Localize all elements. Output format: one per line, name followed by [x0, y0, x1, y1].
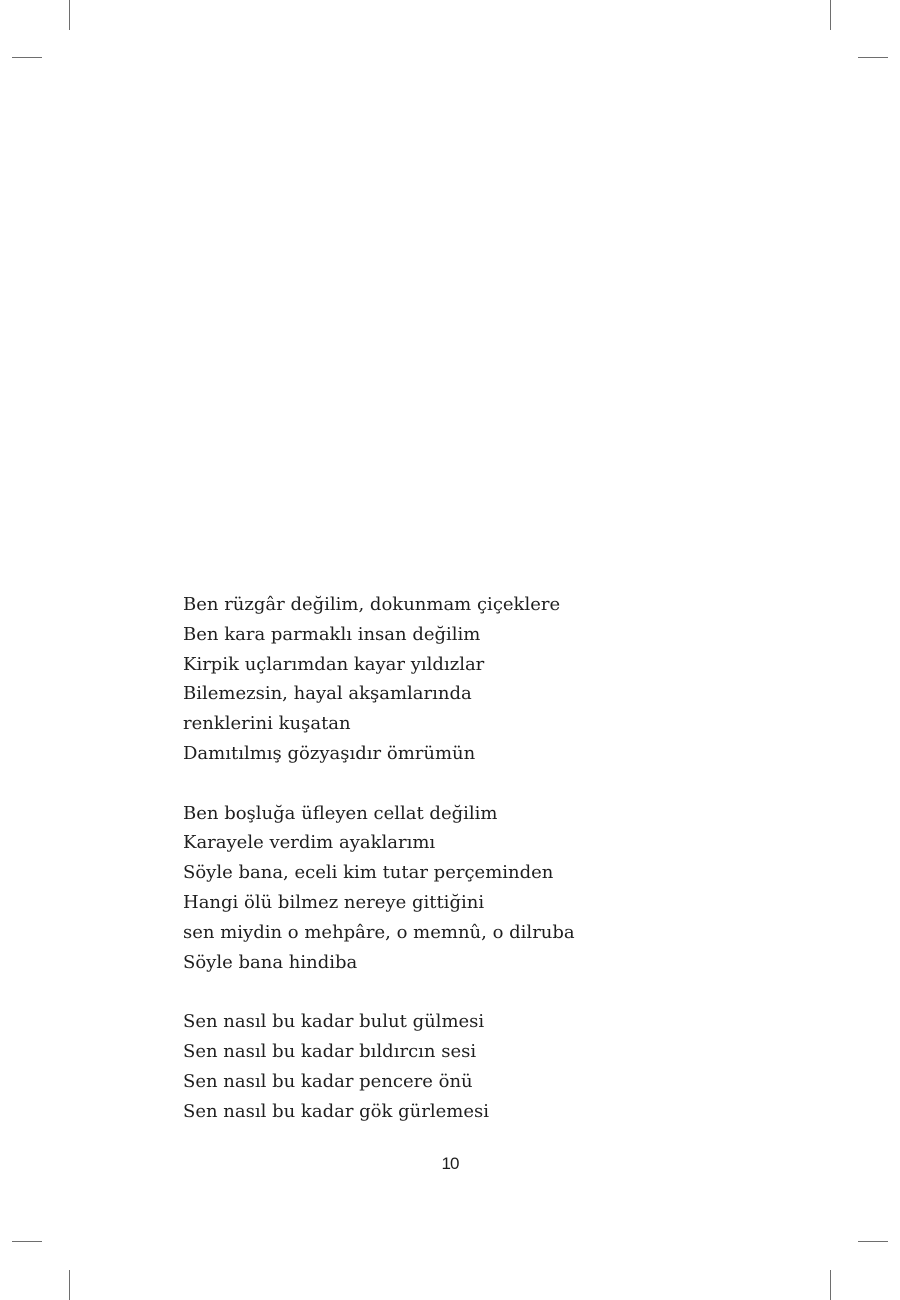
poem-line: Sen nasıl bu kadar pencere önü	[183, 1070, 473, 1092]
page-number: 10	[441, 1154, 459, 1173]
poem-line: Karayele verdim ayaklarımı	[183, 832, 436, 854]
poem-stanza-1	[183, 590, 743, 769]
crop-mark-top-right-horizontal	[858, 57, 888, 58]
poem-line: Söyle bana hindiba	[183, 951, 358, 973]
poem-line: renklerini kuşatan	[183, 713, 351, 735]
poem-line: sen miydin o mehpâre, o memnû, o dilruba	[183, 921, 575, 943]
poem-stanza-3	[183, 1007, 743, 1126]
crop-mark-top-left-horizontal	[12, 57, 42, 58]
poem-line: Sen nasıl bu kadar gök gürlemesi	[183, 1100, 489, 1122]
poem-line: Söyle bana, eceli kim tutar perçeminden	[183, 862, 554, 884]
crop-mark-bottom-right-horizontal	[858, 1241, 888, 1242]
poem-stanza-2	[183, 799, 743, 978]
poem-body	[183, 590, 743, 1126]
poem-line: Ben rüzgâr değilim, dokunmam çiçeklere	[183, 594, 561, 615]
poem-line: Sen nasıl bu kadar bıldırcın sesi	[183, 1040, 477, 1062]
poem-line: Ben boşluğa üfleyen cellat değilim	[183, 802, 498, 824]
poem-line: Sen nasıl bu kadar bulut gülmesi	[183, 1011, 485, 1033]
crop-mark-bottom-right-vertical	[830, 1270, 831, 1300]
poem-line: Ben kara parmaklı insan değilim	[183, 623, 481, 645]
crop-mark-top-right-vertical	[830, 0, 831, 30]
crop-mark-top-left-vertical	[69, 0, 70, 30]
poem-line: Kirpik uçlarımdan kayar yıldızlar	[183, 653, 485, 675]
crop-mark-bottom-left-horizontal	[12, 1241, 42, 1242]
crop-mark-bottom-left-vertical	[69, 1270, 70, 1300]
poem-line: Bilemezsin, hayal akşamlarında	[183, 683, 472, 705]
poem-line: Damıtılmış gözyaşıdır ömrümün	[183, 742, 476, 764]
poem-line: Hangi ölü bilmez nereye gittiğini	[183, 891, 485, 913]
